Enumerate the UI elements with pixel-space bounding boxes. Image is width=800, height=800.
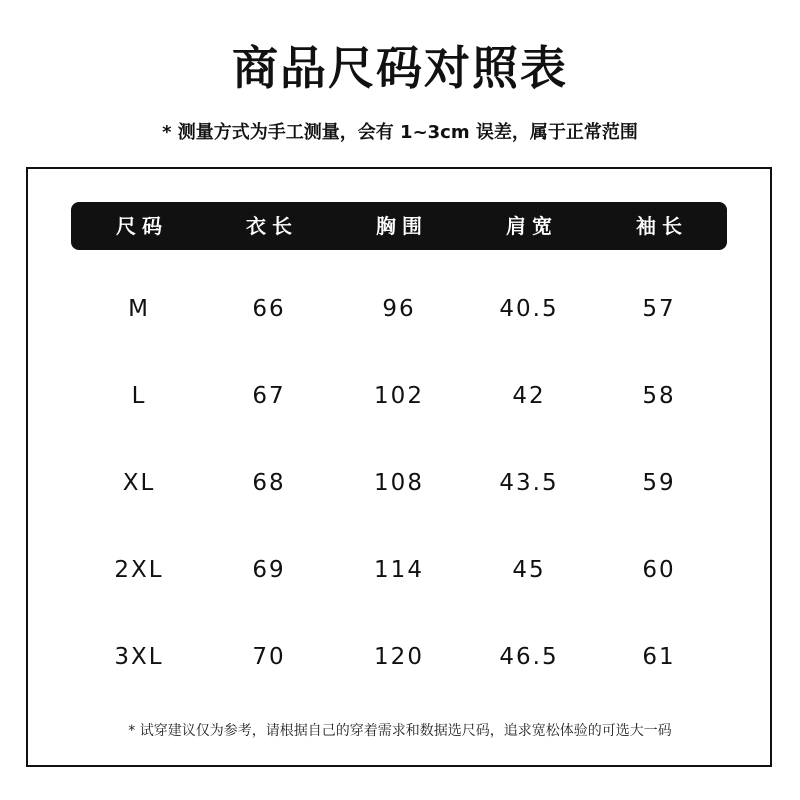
cell-sleeve: 59 [642, 470, 676, 496]
cell-size: L [131, 383, 147, 409]
cell-shoulder: 42 [512, 383, 546, 409]
cell-shoulder: 40.5 [499, 296, 559, 322]
cell-length: 68 [252, 470, 286, 496]
size-table-frame [26, 167, 772, 767]
cell-sleeve: 60 [642, 557, 676, 583]
header-length: 衣长 [246, 214, 298, 238]
cell-sleeve: 58 [642, 383, 676, 409]
table-header [71, 202, 727, 250]
page-title: 商品尺码对照表 [232, 41, 568, 95]
cell-chest: 96 [382, 296, 416, 322]
header-shoulder: 肩宽 [506, 214, 558, 238]
measurement-disclaimer: * 测量方式为手工测量，会有 1~3cm 误差，属于正常范围 [162, 122, 638, 143]
cell-chest: 120 [374, 644, 424, 670]
cell-size: M [128, 296, 150, 322]
cell-chest: 108 [374, 470, 424, 496]
cell-shoulder: 46.5 [499, 644, 559, 670]
header-size: 尺码 [116, 214, 168, 238]
header-chest: 胸围 [376, 214, 428, 238]
cell-size: XL [122, 470, 156, 496]
cell-sleeve: 57 [642, 296, 676, 322]
cell-shoulder: 45 [512, 557, 546, 583]
cell-sleeve: 61 [642, 644, 676, 670]
cell-chest: 102 [374, 383, 424, 409]
cell-chest: 114 [374, 557, 424, 583]
cell-shoulder: 43.5 [499, 470, 559, 496]
cell-length: 69 [252, 557, 286, 583]
cell-size: 3XL [114, 644, 164, 670]
cell-length: 66 [252, 296, 286, 322]
fitting-note: * 试穿建议仅为参考，请根据自己的穿着需求和数据选尺码，追求宽松体验的可选大一码 [128, 723, 672, 739]
cell-length: 70 [252, 644, 286, 670]
cell-length: 67 [252, 383, 286, 409]
cell-size: 2XL [114, 557, 164, 583]
header-sleeve: 袖长 [636, 214, 688, 238]
